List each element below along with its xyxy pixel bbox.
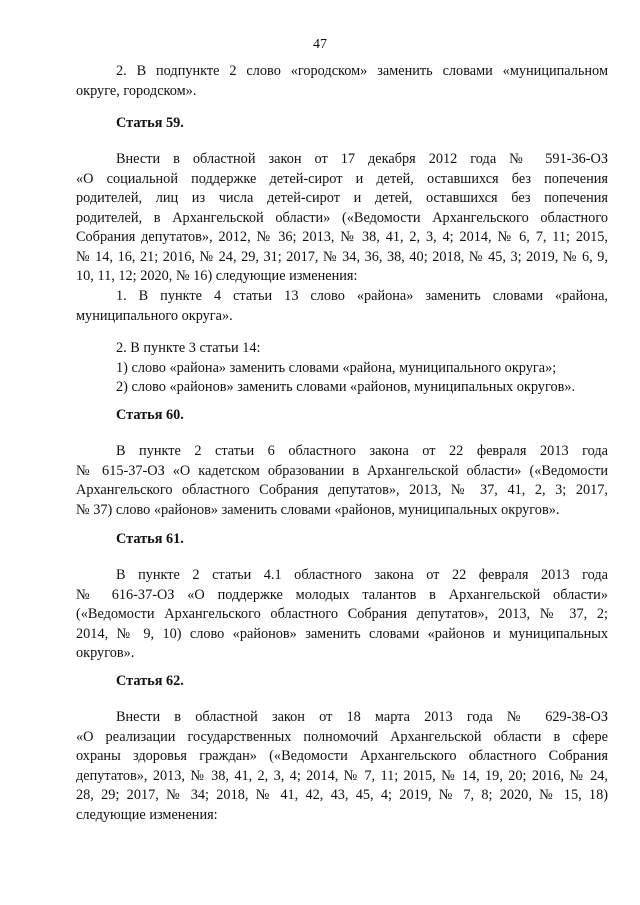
article-title: Статья 60. <box>116 407 184 423</box>
text-line: округе, городском». <box>76 82 197 99</box>
text-line: В пункте 2 статьи 6 областного закона от 22 февраля 2013 года <box>116 443 608 459</box>
text-line: 1) слово «района» заменить словами «района, муниципального округа»; <box>116 359 557 376</box>
text-line: В пункте 2 статьи 4.1 областного закона от 22 февраля 2013 года <box>116 567 608 583</box>
article-title: Статья 62. <box>116 673 184 689</box>
text-line: 28, 29; 2017, № 34; 2018, № 41, 42, 43, 45, 4; 2019, № 7, 8; 2020, № 15, 18) <box>76 787 608 803</box>
text-line: Внести в областной закон от 18 марта 2013 года № 629-38-ОЗ <box>116 709 608 725</box>
text-line: родителей, лиц из числа детей-сирот и детей, оставшихся без попечения <box>76 190 608 206</box>
text-line: («Ведомости Архангельского областного Собрания депутатов», 2013, № 37, 2; <box>76 606 608 622</box>
text-line: 1. В пункте 4 статьи 13 слово «района» заменить словами «района, <box>116 288 608 304</box>
text-line: 2. В подпункте 2 слово «городском» заменить словами «муниципальном <box>116 63 608 79</box>
article-heading <box>76 406 608 426</box>
paragraph <box>76 339 608 398</box>
text-line: 2014, № 9, 10) слово «районов» заменить словами «районов и муниципальных <box>76 625 608 642</box>
text-line: 2. В пункте 3 статьи 14: <box>116 340 261 356</box>
text-line: 10, 11, 12; 2020, № 16) следующие изменения: <box>76 268 358 284</box>
article-title: Статья 61. <box>116 531 184 547</box>
text-line: Собрания депутатов», 2012, № 36; 2013, № 38, 41, 2, 3, 4; 2014, № 6, 7, 11; 2015, <box>76 229 608 245</box>
article-title: Статья 59. <box>116 115 184 131</box>
text-line: «О реализации государственных полномочий Архангельской области в сфере <box>76 728 608 745</box>
text-line: 2) слово «районов» заменить словами «районов, муниципальных округов». <box>116 379 576 395</box>
article-heading <box>76 672 608 692</box>
text-line: Архангельского областного Собрания депутатов», 2013, № 37, 41, 2, 3; 2017, <box>76 482 608 498</box>
text-line: охраны здоровья граждан» («Ведомости Архангельского областного Собрания <box>76 748 608 764</box>
text-line: родителей, в Архангельской области» («Ведомости Архангельского областного <box>76 209 608 226</box>
text-line: «О социальной поддержке детей-сирот и детей, оставшихся без попечения <box>76 170 608 187</box>
paragraph <box>76 442 608 520</box>
paragraph <box>76 708 608 825</box>
text-line: округов». <box>76 645 135 661</box>
page-number: 47 <box>313 37 327 52</box>
text-line: следующие изменения: <box>76 806 218 823</box>
paragraph <box>76 287 608 326</box>
article-heading <box>76 114 608 134</box>
text-line: № 14, 16, 21; 2016, № 24, 29, 31; 2017, № 34, 36, 38, 40; 2018, № 45, 3; 2019, № 6, 9, <box>76 248 608 265</box>
text-line: депутатов», 2013, № 38, 41, 2, 3, 4; 2014, № 7, 11; 2015, № 14, 19, 20; 2016, № 24, <box>76 767 608 784</box>
article-heading <box>76 530 608 550</box>
paragraph <box>76 150 608 287</box>
text-line: № 616-37-ОЗ «О поддержке молодых талантов в Архангельской области» <box>76 586 608 603</box>
text-line: № 615-37-ОЗ «О кадетском образовании в Архангельской области» («Ведомости <box>76 462 608 479</box>
text-line: Внести в областной закон от 17 декабря 2012 года № 591-36-ОЗ <box>116 151 608 167</box>
paragraph <box>76 566 608 664</box>
text-line: № 37) слово «районов» заменить словами «районов, муниципальных округов». <box>76 501 560 518</box>
paragraph <box>76 62 608 101</box>
text-line: муниципального округа». <box>76 307 233 324</box>
